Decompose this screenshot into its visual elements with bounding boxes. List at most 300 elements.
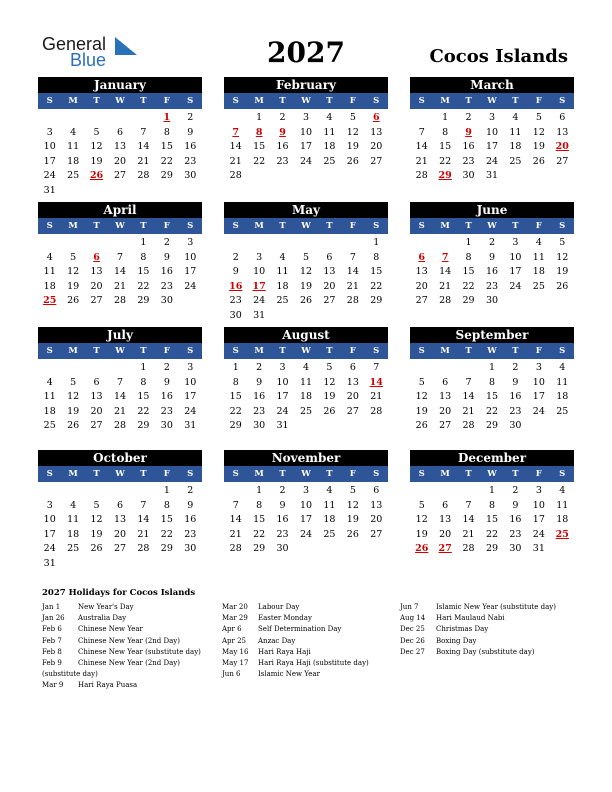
day-cell: 7 <box>465 499 472 511</box>
month-january <box>38 77 202 198</box>
weekday-label: W <box>301 469 311 479</box>
weekday-label: T <box>279 346 286 356</box>
day-cell: 23 <box>229 295 242 306</box>
day-cell: 21 <box>462 405 475 417</box>
day-cell: 8 <box>140 251 147 263</box>
day-cell: 26 <box>67 420 80 431</box>
weekday-label: T <box>93 96 100 106</box>
day-cell: 17 <box>485 141 499 152</box>
month-september <box>410 327 574 434</box>
day-cell: 5 <box>349 485 356 496</box>
day-cell: 14 <box>113 266 127 277</box>
day-cell: 21 <box>370 391 383 402</box>
holiday-date: Dec 25 <box>400 625 425 634</box>
day-cell: 20 <box>113 155 127 167</box>
day-cell: 28 <box>113 295 127 306</box>
holiday-date: May 16 <box>222 647 249 656</box>
day-cell: 15 <box>485 514 499 525</box>
day-cell: 14 <box>462 391 475 402</box>
day-cell: 20 <box>439 405 452 417</box>
day-cell: 3 <box>187 237 194 248</box>
day-cell: 2 <box>232 251 239 263</box>
day-cell: 16 <box>276 514 289 525</box>
day-cell: 8 <box>163 499 170 511</box>
day-cell: 4 <box>326 112 333 123</box>
empty-day-cell <box>132 484 155 499</box>
holiday-day-cell: 26 <box>415 543 429 554</box>
day-cell: 31 <box>253 309 266 321</box>
day-cell: 8 <box>442 126 449 138</box>
day-cell: 8 <box>465 251 472 263</box>
holiday-entry <box>222 613 369 624</box>
day-cell: 11 <box>532 251 545 263</box>
day-cell: 30 <box>184 170 197 181</box>
day-cell: 9 <box>488 251 496 263</box>
day-cell: 13 <box>370 126 383 138</box>
day-cell: 15 <box>462 266 475 277</box>
day-cell: 3 <box>488 112 496 123</box>
day-cell: 16 <box>160 391 173 402</box>
day-cell: 7 <box>116 251 124 263</box>
day-cell: 30 <box>485 295 499 306</box>
day-cell: 20 <box>346 391 359 402</box>
day-cell: 30 <box>462 170 475 181</box>
day-cell: 10 <box>532 499 545 511</box>
day-cell: 26 <box>346 528 359 540</box>
day-cell: 31 <box>485 170 499 181</box>
day-cell: 16 <box>184 514 197 525</box>
holiday-name: Hari Raya Haji (substitute day) <box>258 659 369 668</box>
weekday-header-row <box>410 343 574 359</box>
holiday-date: Jan 26 <box>42 614 65 623</box>
day-cell: 23 <box>462 155 475 167</box>
day-cell: 17 <box>532 391 545 402</box>
holiday-date: Mar 9 <box>42 681 64 690</box>
day-cell: 13 <box>90 266 103 277</box>
day-cell: 7 <box>465 376 472 388</box>
empty-day-cell <box>38 111 61 126</box>
day-cell: 11 <box>67 514 80 525</box>
day-cell: 2 <box>187 112 194 123</box>
weekday-label: S <box>46 346 53 356</box>
day-cell: 22 <box>137 280 150 292</box>
day-cell: 4 <box>302 362 310 373</box>
holiday-name: Chinese New Year (2nd Day) <box>78 636 180 645</box>
weekday-label: S <box>187 346 194 356</box>
day-cell: 25 <box>323 155 336 167</box>
day-cell: 9 <box>163 251 170 263</box>
day-cell: 22 <box>229 405 242 417</box>
weekday-label: M <box>254 221 264 231</box>
day-cell: 26 <box>556 280 569 292</box>
holiday-day-cell: 6 <box>93 251 100 263</box>
holiday-date: Feb 9 <box>42 659 62 668</box>
day-cell: 11 <box>43 391 56 402</box>
day-cell: 28 <box>229 543 242 554</box>
day-cell: 24 <box>276 405 289 417</box>
holiday-day-cell: 29 <box>438 170 452 181</box>
day-cell: 19 <box>67 280 80 292</box>
holiday-date: Apr 6 <box>222 625 242 634</box>
day-cell: 5 <box>559 237 566 248</box>
holiday-entry <box>400 613 556 624</box>
day-cell: 22 <box>137 405 150 417</box>
day-cell: 17 <box>299 514 313 525</box>
day-cell: 1 <box>163 485 170 496</box>
day-cell: 21 <box>346 280 359 292</box>
weekday-label: F <box>349 469 356 479</box>
day-cell: 22 <box>485 405 499 417</box>
weekday-label: T <box>465 346 472 356</box>
day-cell: 9 <box>279 499 286 511</box>
day-cell: 10 <box>184 376 197 388</box>
empty-day-cell <box>132 111 155 126</box>
month-december <box>410 450 574 557</box>
day-cell: 14 <box>113 391 127 402</box>
day-cell: 24 <box>485 155 499 167</box>
day-cell: 17 <box>43 155 56 167</box>
day-cell: 2 <box>512 485 519 496</box>
day-cell: 2 <box>163 237 170 248</box>
day-cell: 22 <box>253 528 266 540</box>
day-cell: 11 <box>556 499 569 511</box>
weekday-header-row <box>410 218 574 234</box>
weekday-header-row <box>224 466 388 482</box>
day-cell: 25 <box>509 155 522 167</box>
day-cell: 15 <box>137 266 150 277</box>
holiday-entry <box>222 636 369 647</box>
holiday-entry <box>222 669 369 680</box>
empty-day-cell <box>410 236 433 251</box>
day-cell: 25 <box>532 280 545 292</box>
day-cell: 19 <box>299 280 313 292</box>
month-april <box>38 202 202 309</box>
day-cell: 13 <box>439 514 452 525</box>
weekday-label: T <box>512 221 519 231</box>
day-cell: 21 <box>415 155 428 167</box>
day-cell: 4 <box>46 251 53 263</box>
empty-day-cell <box>85 111 108 126</box>
country-title: Cocos Islands <box>429 46 568 67</box>
day-cell: 30 <box>160 420 173 431</box>
day-cell: 25 <box>67 170 80 181</box>
holiday-name: Boxing Day (substitute day) <box>436 647 535 656</box>
weekday-label: F <box>349 221 356 231</box>
day-cell: 18 <box>509 141 522 152</box>
day-grid <box>38 111 202 198</box>
day-cell: 6 <box>442 499 449 511</box>
holiday-entry <box>222 658 369 669</box>
day-cell: 20 <box>370 514 383 525</box>
weekday-label: W <box>487 469 497 479</box>
day-cell: 5 <box>70 376 77 388</box>
day-cell: 15 <box>160 141 173 152</box>
empty-day-cell <box>224 111 247 126</box>
weekday-label: S <box>187 96 194 106</box>
empty-day-cell <box>108 236 131 251</box>
weekday-header-row <box>38 466 202 482</box>
weekday-label: S <box>232 469 239 479</box>
day-cell: 23 <box>276 528 289 540</box>
day-cell: 12 <box>346 499 359 511</box>
day-cell: 30 <box>509 543 522 554</box>
weekday-label: F <box>163 221 170 231</box>
day-cell: 3 <box>279 362 286 373</box>
holiday-day-cell: 6 <box>372 112 380 123</box>
year-title: 2027 <box>267 36 345 69</box>
day-cell: 29 <box>137 295 150 306</box>
day-cell: 17 <box>43 528 56 540</box>
day-cell: 9 <box>187 126 194 138</box>
empty-day-cell <box>294 236 317 251</box>
empty-day-cell <box>61 484 84 499</box>
day-cell: 27 <box>113 543 127 554</box>
day-cell: 3 <box>46 126 53 138</box>
holiday-entry <box>42 669 201 680</box>
day-cell: 3 <box>302 112 310 123</box>
day-cell: 24 <box>509 280 522 292</box>
holiday-day-cell: 16 <box>229 280 243 292</box>
weekday-label: F <box>535 221 542 231</box>
empty-day-cell <box>85 361 108 376</box>
day-cell: 10 <box>299 126 313 138</box>
weekday-label: S <box>418 346 425 356</box>
day-cell: 27 <box>439 420 452 431</box>
day-cell: 12 <box>532 126 545 138</box>
holiday-name: Labour Day <box>258 603 300 611</box>
month-title: October <box>38 450 202 466</box>
day-cell: 22 <box>485 528 499 540</box>
day-cell: 18 <box>556 391 569 402</box>
weekday-label: S <box>232 346 239 356</box>
day-grid <box>224 361 388 434</box>
day-cell: 28 <box>113 420 127 431</box>
day-cell: 26 <box>415 420 428 431</box>
day-cell: 27 <box>90 295 103 306</box>
day-cell: 2 <box>465 112 472 123</box>
weekday-label: T <box>465 221 472 231</box>
day-cell: 24 <box>532 405 545 417</box>
day-cell: 24 <box>532 528 545 540</box>
day-cell: 15 <box>229 391 242 402</box>
day-cell: 8 <box>488 376 496 388</box>
empty-day-cell <box>38 484 61 499</box>
day-cell: 11 <box>299 376 313 388</box>
day-cell: 24 <box>43 543 56 554</box>
holiday-entry <box>42 647 201 658</box>
day-cell: 21 <box>229 155 242 167</box>
day-cell: 23 <box>253 405 266 417</box>
holiday-date: Feb 7 <box>42 636 62 645</box>
holiday-entry <box>222 602 369 613</box>
day-cell: 31 <box>43 557 56 569</box>
weekday-label: M <box>440 96 450 106</box>
day-cell: 26 <box>299 295 313 306</box>
day-cell: 21 <box>113 405 127 417</box>
day-cell: 21 <box>137 528 150 540</box>
day-cell: 16 <box>160 266 173 277</box>
day-cell: 23 <box>160 280 173 292</box>
day-cell: 4 <box>326 485 333 496</box>
holiday-date: Mar 29 <box>222 614 248 623</box>
day-cell: 4 <box>559 362 566 373</box>
day-cell: 31 <box>532 543 545 554</box>
day-cell: 12 <box>90 514 103 525</box>
day-cell: 29 <box>370 295 383 306</box>
day-cell: 4 <box>70 126 77 138</box>
day-cell: 17 <box>276 391 289 402</box>
holiday-day-cell: 7 <box>441 251 449 263</box>
weekday-label: S <box>418 96 425 106</box>
day-cell: 27 <box>370 528 383 540</box>
day-cell: 1 <box>232 362 239 373</box>
weekday-header-row <box>38 218 202 234</box>
day-cell: 8 <box>232 376 239 388</box>
day-cell: 2 <box>279 485 286 496</box>
day-cell: 19 <box>323 391 336 402</box>
weekday-label: T <box>512 469 519 479</box>
weekday-label: T <box>140 346 147 356</box>
day-cell: 7 <box>418 126 425 138</box>
holiday-name: Self Determination Day <box>258 625 342 634</box>
weekday-label: F <box>163 96 170 106</box>
day-cell: 2 <box>163 362 170 373</box>
empty-day-cell <box>85 484 108 499</box>
day-cell: 25 <box>323 528 336 540</box>
weekday-header-row <box>224 343 388 359</box>
day-cell: 15 <box>370 266 383 277</box>
weekday-header-row <box>224 218 388 234</box>
day-cell: 24 <box>43 170 56 181</box>
day-cell: 12 <box>556 251 569 263</box>
day-cell: 11 <box>276 266 289 277</box>
day-cell: 18 <box>556 514 569 525</box>
day-cell: 3 <box>512 237 519 248</box>
holiday-day-cell: 25 <box>43 295 57 306</box>
weekday-label: T <box>93 469 100 479</box>
day-cell: 17 <box>532 514 545 525</box>
day-cell: 5 <box>70 251 77 263</box>
holiday-name: Anzac Day <box>258 636 296 645</box>
holiday-column <box>42 602 201 692</box>
month-title: January <box>38 77 202 93</box>
weekday-label: S <box>187 221 194 231</box>
day-cell: 24 <box>184 280 197 292</box>
holiday-name: Islamic New Year (substitute day) <box>436 603 556 611</box>
empty-day-cell <box>410 111 433 126</box>
day-cell: 1 <box>442 112 449 123</box>
day-cell: 14 <box>415 141 428 152</box>
weekday-header-row <box>38 343 202 359</box>
day-grid <box>410 236 574 309</box>
day-cell: 23 <box>509 528 522 540</box>
day-cell: 12 <box>415 391 428 402</box>
day-cell: 18 <box>67 155 80 167</box>
holiday-entry <box>42 602 201 613</box>
day-cell: 7 <box>349 251 356 263</box>
day-cell: 11 <box>509 126 522 138</box>
weekday-label: T <box>326 346 333 356</box>
day-cell: 2 <box>279 112 286 123</box>
month-may <box>224 202 388 323</box>
day-cell: 16 <box>253 391 266 402</box>
day-cell: 24 <box>253 295 266 306</box>
weekday-label: M <box>440 346 450 356</box>
day-cell: 18 <box>43 405 56 417</box>
day-cell: 28 <box>137 170 150 181</box>
day-cell: 12 <box>346 126 359 138</box>
day-cell: 19 <box>346 141 359 152</box>
empty-day-cell <box>108 111 131 126</box>
day-cell: 13 <box>556 126 569 138</box>
day-cell: 19 <box>415 528 428 540</box>
day-cell: 27 <box>323 295 336 306</box>
day-cell: 11 <box>556 376 569 388</box>
day-cell: 6 <box>373 485 380 496</box>
day-cell: 5 <box>349 112 356 123</box>
day-cell: 25 <box>43 420 56 431</box>
day-cell: 10 <box>485 126 499 138</box>
holiday-date: Mar 20 <box>222 603 248 611</box>
day-cell: 14 <box>229 141 242 152</box>
day-cell: 18 <box>67 528 80 540</box>
day-cell: 27 <box>90 420 103 431</box>
holiday-day-cell: 26 <box>89 170 104 181</box>
empty-day-cell <box>247 236 270 251</box>
holiday-entry <box>222 647 369 658</box>
holiday-name: (substitute day) <box>42 670 98 679</box>
weekday-label: S <box>46 221 53 231</box>
day-cell: 15 <box>439 141 452 152</box>
day-cell: 22 <box>462 280 475 292</box>
day-cell: 19 <box>90 155 103 167</box>
month-november <box>224 450 388 557</box>
empty-day-cell <box>318 236 341 251</box>
holiday-day-cell: 1 <box>163 112 171 123</box>
holiday-column <box>400 602 556 658</box>
weekday-label: M <box>254 469 264 479</box>
weekday-label: S <box>373 346 380 356</box>
month-october <box>38 450 202 571</box>
holiday-day-cell: 6 <box>418 251 426 263</box>
day-cell: 30 <box>253 420 266 431</box>
day-cell: 2 <box>256 362 263 373</box>
weekday-header-row <box>410 466 574 482</box>
holiday-entry <box>42 613 201 624</box>
day-cell: 23 <box>485 280 499 292</box>
day-cell: 7 <box>232 499 239 511</box>
day-cell: 5 <box>326 362 333 373</box>
weekday-label: T <box>93 221 100 231</box>
weekday-label: T <box>465 469 472 479</box>
weekday-label: W <box>115 221 125 231</box>
day-cell: 17 <box>184 266 197 277</box>
holiday-date: Jun 7 <box>400 603 419 611</box>
weekday-label: F <box>163 346 170 356</box>
empty-day-cell <box>61 236 84 251</box>
weekday-label: S <box>46 469 53 479</box>
day-cell: 10 <box>299 499 313 511</box>
weekday-label: W <box>487 96 497 106</box>
day-cell: 25 <box>556 405 569 417</box>
day-cell: 3 <box>535 485 542 496</box>
day-cell: 10 <box>184 251 197 263</box>
day-cell: 23 <box>184 155 197 167</box>
holiday-date: Jun 6 <box>222 670 241 679</box>
empty-day-cell <box>457 361 480 376</box>
day-cell: 3 <box>187 362 194 373</box>
day-cell: 28 <box>439 295 452 306</box>
